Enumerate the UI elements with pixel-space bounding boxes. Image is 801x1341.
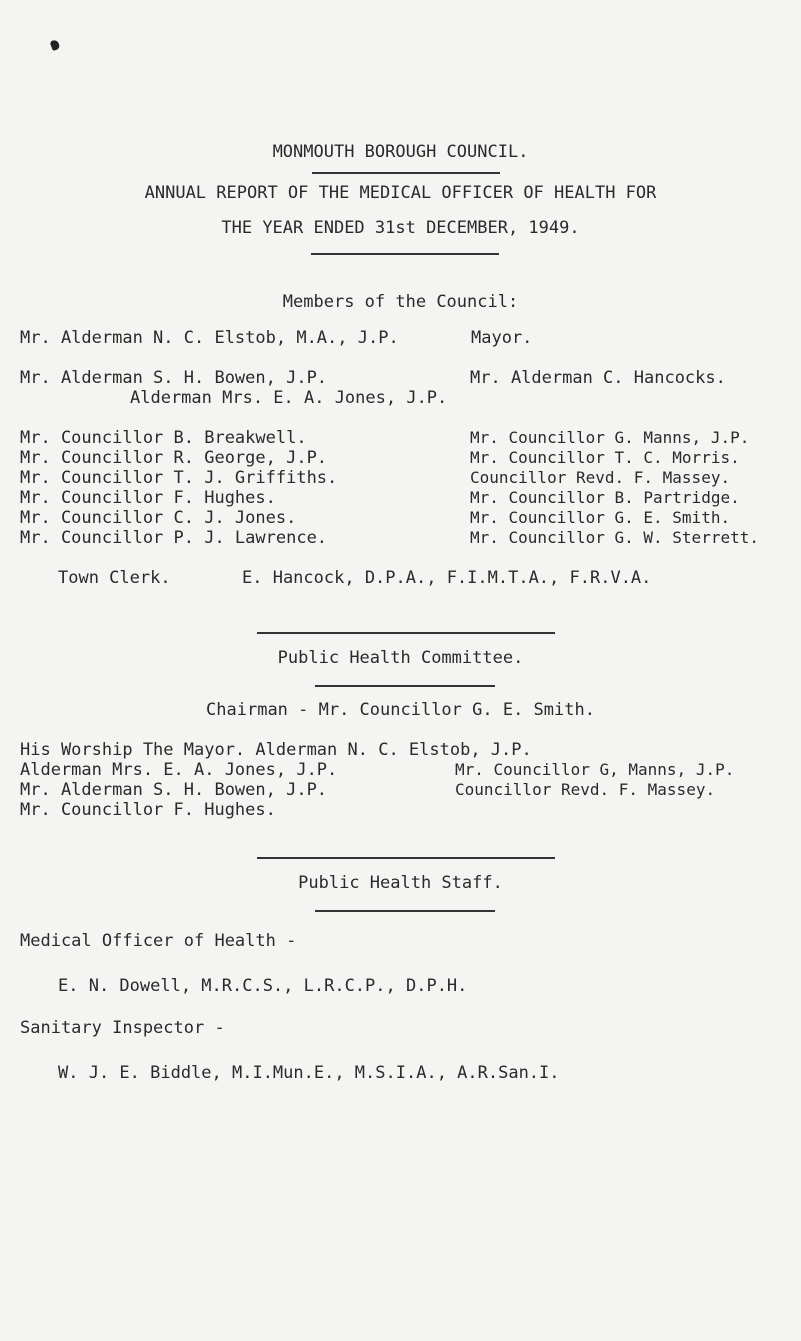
staff-rule: [315, 910, 495, 912]
title-rule: [312, 172, 500, 174]
councillor-left: Mr. Councillor F. Hughes.: [20, 488, 276, 508]
staff-heading: Public Health Staff.: [298, 873, 503, 893]
councillor-left: Mr. Councillor B. Breakwell.: [20, 428, 307, 448]
councillor-right: Councillor Revd. F. Massey.: [470, 468, 731, 487]
committee-heading: Public Health Committee.: [277, 648, 524, 668]
sanitary-inspector-name: W. J. E. Biddle, M.I.Mun.E., M.S.I.A., A.R.San.I.: [58, 1063, 560, 1083]
committee-line-mayor: His Worship The Mayor. Alderman N. C. Elstob, J.P.: [20, 740, 532, 760]
section-rule-2: [257, 857, 555, 859]
mayor-label: Mayor.: [471, 328, 533, 348]
councillor-left: Mr. Councillor C. J. Jones.: [20, 508, 297, 528]
members-heading: Members of the Council:: [282, 292, 519, 312]
ink-blot-mark: [50, 39, 61, 51]
report-title-line1: ANNUAL REPORT OF THE MEDICAL OFFICER OF HEALTH FOR: [144, 183, 657, 203]
councillor-left: Mr. Councillor T. J. Griffiths.: [20, 468, 338, 488]
report-rule: [311, 253, 499, 255]
town-clerk-label: Town Clerk.: [58, 568, 171, 588]
councillor-right: Mr. Councillor G. W. Sterrett.: [470, 528, 759, 547]
sanitary-inspector-label: Sanitary Inspector -: [20, 1018, 225, 1038]
mayor-line: Mr. Alderman N. C. Elstob, M.A., J.P.: [20, 328, 399, 348]
report-title-line2: THE YEAR ENDED 31st DECEMBER, 1949.: [221, 218, 580, 238]
committee-member: Alderman Mrs. E. A. Jones, J.P.: [20, 760, 338, 780]
councillor-right: Mr. Councillor T. C. Morris.: [470, 448, 740, 467]
committee-member: Mr. Councillor F. Hughes.: [20, 800, 276, 820]
committee-member: Mr. Councillor G, Manns, J.P.: [455, 760, 735, 779]
alderman-bowen: Mr. Alderman S. H. Bowen, J.P.: [20, 368, 328, 388]
committee-chairman: Chairman - Mr. Councillor G. E. Smith.: [206, 700, 595, 720]
town-clerk-name: E. Hancock, D.P.A., F.I.M.T.A., F.R.V.A.: [242, 568, 652, 588]
committee-member: Mr. Alderman S. H. Bowen, J.P.: [20, 780, 328, 800]
section-rule-1: [257, 632, 555, 634]
committee-member: Councillor Revd. F. Massey.: [455, 780, 716, 799]
alderman-mrs-jones: Alderman Mrs. E. A. Jones, J.P.: [130, 388, 448, 408]
committee-rule: [315, 685, 495, 687]
councillor-left: Mr. Councillor R. George, J.P.: [20, 448, 328, 468]
councillor-right: Mr. Councillor B. Partridge.: [470, 488, 740, 507]
moh-label: Medical Officer of Health -: [20, 931, 297, 951]
councillor-right: Mr. Councillor G. Manns, J.P.: [470, 428, 750, 447]
moh-name: E. N. Dowell, M.R.C.S., L.R.C.P., D.P.H.: [58, 976, 468, 996]
councillor-right: Mr. Councillor G. E. Smith.: [470, 508, 731, 527]
council-title: MONMOUTH BOROUGH COUNCIL.: [272, 142, 529, 162]
councillor-left: Mr. Councillor P. J. Lawrence.: [20, 528, 328, 548]
alderman-hancocks: Mr. Alderman C. Hancocks.: [470, 368, 726, 388]
